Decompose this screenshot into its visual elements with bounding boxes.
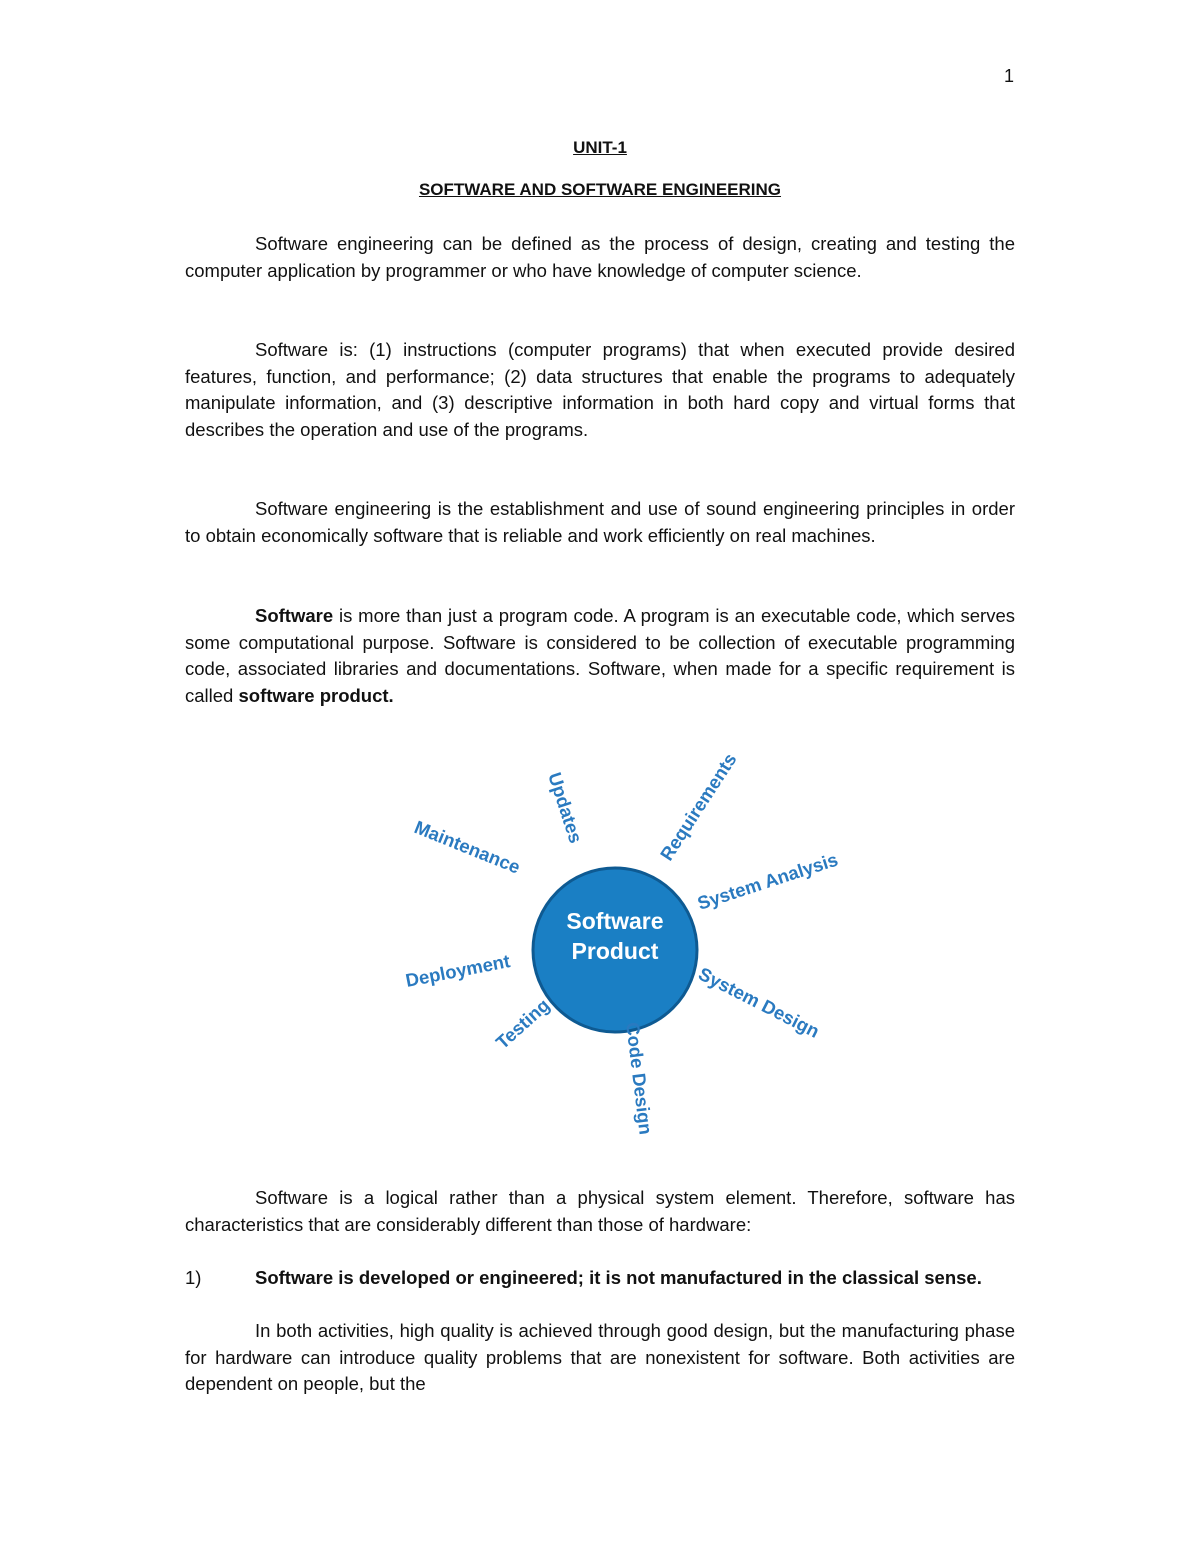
page-number: 1 bbox=[1004, 66, 1015, 86]
paragraph-engineering: Software engineering is the establishment and use of sound engineering principles in order to obtain economically software that is reliable and work efficiently on real machines. bbox=[185, 498, 1015, 546]
paragraph-software-is: Software is: (1) instructions (computer programs) that when executed provide desired features, function, and performance; (2) data structures that enable the programs to adequately manipulate information, and (3) descriptive information in both hard copy and virtual forms that describes the operation and use of the programs. bbox=[185, 339, 1015, 440]
list-item bbox=[185, 1265, 1015, 1292]
spoke-requirements: Requirements bbox=[655, 749, 741, 865]
spoke-system-design: System Design bbox=[695, 962, 823, 1042]
spoke-system-analysis: System Analysis bbox=[694, 848, 841, 914]
center-label-line2: Product bbox=[571, 938, 659, 964]
list-text: Software is developed or engineered; it is not manufactured in the classical sense. bbox=[255, 1267, 982, 1288]
paragraph-characteristics: Software is a logical rather than a physical system element. Therefore, software has characteristics that are considerably different than those of hardware: bbox=[185, 1187, 1015, 1235]
section-title: SOFTWARE AND SOFTWARE ENGINEERING bbox=[418, 180, 782, 199]
paragraph-software-product bbox=[185, 603, 1015, 709]
paragraph-definition: Software engineering can be defined as the process of design, creating and testing the computer application by programmer or who have knowledge of computer science. bbox=[185, 233, 1015, 281]
unit-title: UNIT-1 bbox=[573, 138, 627, 157]
list-number: 1) bbox=[185, 1267, 202, 1288]
spoke-code-design: Code Design bbox=[622, 1020, 657, 1136]
center-label-line1: Software bbox=[566, 908, 664, 934]
spoke-maintenance: Maintenance bbox=[411, 816, 524, 878]
paragraph-software-product-body: is more than just a program code. A program is an executable code, which serves some computational purpose. Software is considered to be collection of executable programming code, associated libraries and documentations. Software, when made for a specific requirement is called bbox=[185, 605, 1015, 706]
spoke-updates: Updates bbox=[544, 769, 587, 846]
bold-software-product: software product. bbox=[238, 684, 394, 706]
spoke-testing: Testing bbox=[491, 994, 554, 1053]
bold-software: Software bbox=[255, 605, 334, 626]
paragraph-quality: In both activities, high quality is achieved through good design, but the manufacturing phase for hardware can introduce quality problems that are nonexistent for software. Both activities are dependent on people, but the bbox=[185, 1320, 1015, 1395]
spoke-deployment: Deployment bbox=[403, 950, 512, 991]
software-product-diagram bbox=[390, 735, 870, 1160]
